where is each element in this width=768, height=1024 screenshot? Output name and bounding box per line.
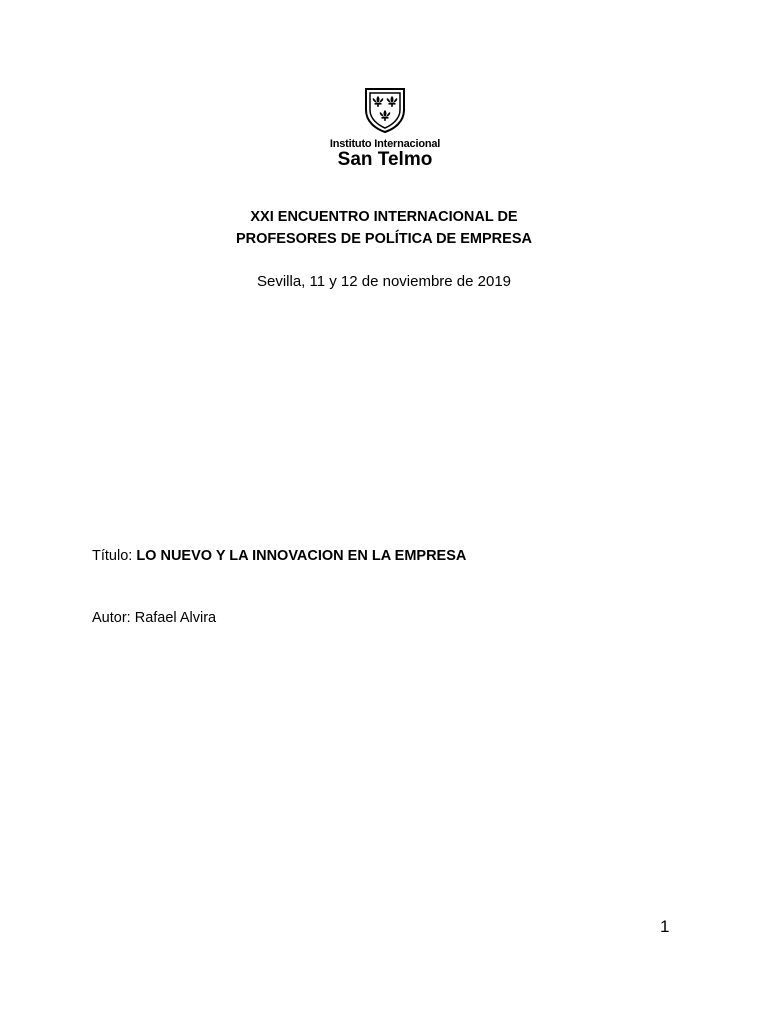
logo-institution-name: San Telmo bbox=[337, 149, 433, 170]
document-title-line bbox=[92, 545, 466, 567]
title-label: Título: bbox=[92, 548, 137, 564]
event-heading-line1: XXI ENCUENTRO INTERNACIONAL DE bbox=[250, 209, 518, 225]
institution-logo bbox=[326, 86, 444, 170]
title-value: LO NUEVO Y LA INNOVACION EN LA EMPRESA bbox=[136, 548, 467, 564]
author-label: Autor: bbox=[92, 610, 135, 626]
author-value: Rafael Alvira bbox=[134, 610, 217, 626]
event-heading-line2: PROFESORES DE POLÍTICA DE EMPRESA bbox=[236, 231, 532, 247]
logo-institution-line: Instituto Internacional bbox=[329, 138, 441, 150]
event-heading bbox=[0, 206, 768, 250]
shield-with-fleur-de-lis-icon bbox=[361, 86, 409, 134]
page-number: 1 bbox=[660, 917, 670, 936]
event-dateline: Sevilla, 11 y 12 de noviembre de 2019 bbox=[256, 273, 512, 290]
document-author-line bbox=[92, 607, 216, 629]
